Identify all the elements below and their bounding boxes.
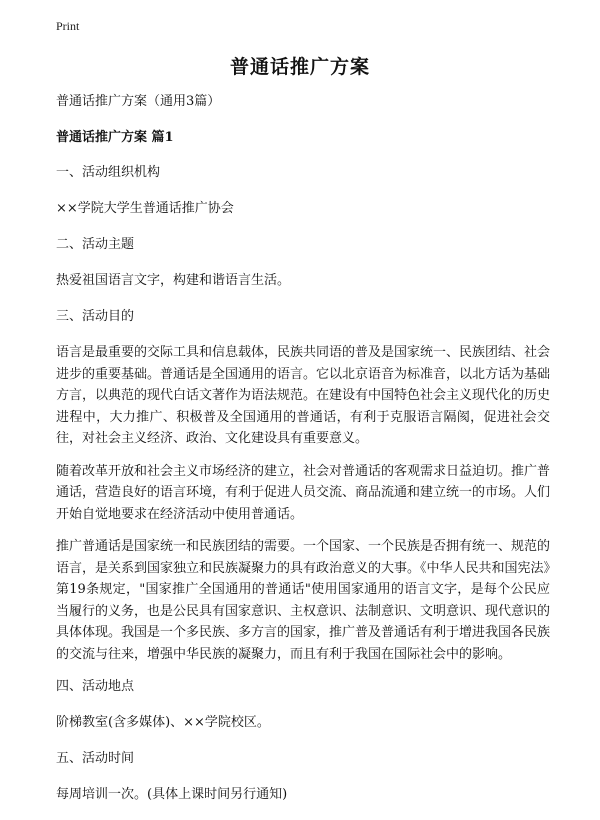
section-paragraph-purpose-3: 推广普通话是国家统一和民族团结的需要。一个国家、一个民族是否拥有统一、规范的语言，是关系到国家独立和民族凝聚力的具有政治意义的大事。《中华人民共和国宪法》第19条规定，"国家推广全国通用的普通话"使用国家通用的语言文字，是每个公民应当履行的义务，也是公民具有国家意识、主权意识、法制意识、文明意识、现代意识的具体体现。我国是一个多民族、多方言的国家，推广普及普通话有利于增进我国各民族的交流与往来，增强中华民族的凝聚力，而且有利于我国在国际社会中的影响。 [56,539,551,662]
section-heading-time: 五、活动时间 [56,751,135,766]
section-paragraph-purpose-1: 语言是最重要的交际工具和信息载体，民族共同语的普及是国家统一、民族团结、社会进步的重要基础。普通话是全国通用的语言。它以北京语音为标准音，以北方话为基础方言，以典范的现代白话文著作为语法规范。在建设有中国特色社会主义现代化的历史进程中，大力推广、积极普及全国通用的普通话，有利于克服语言隔阂，促进社会交往，对社会主义经济、政治、文化建设具有重要意义。 [56,345,551,446]
page-title: 普通话推广方案 [229,56,370,78]
section-text-theme: 热爱祖国语言文字，构建和谐语言生活。 [56,273,291,288]
section-heading-purpose: 三、活动目的 [56,309,135,324]
print-link[interactable]: Print [56,19,80,33]
part-heading: 普通话推广方案 篇1 [56,130,174,145]
section-heading-organization: 一、活动组织机构 [56,165,161,180]
section-heading-theme: 二、活动主题 [56,237,135,252]
section-paragraph-purpose-2: 随着改革开放和社会主义市场经济的建立，社会对普通话的客观需求日益迫切。推广普通话，营造良好的语言环境，有利于促进人员交流、商品流通和建立统一的市场。人们开始自觉地要求在经济活动中使用普通话。 [56,463,551,522]
section-text-organization: ××学院大学生普通话推广协会 [56,201,234,216]
section-text-location: 阶梯教室(含多媒体)、××学院校区。 [56,715,270,730]
section-heading-location: 四、活动地点 [56,679,135,694]
document-body [56,91,550,820]
document-intro: 普通话推广方案（通用3篇） [56,94,221,109]
section-text-time: 每周培训一次。(具体上课时间另行通知) [56,787,288,802]
